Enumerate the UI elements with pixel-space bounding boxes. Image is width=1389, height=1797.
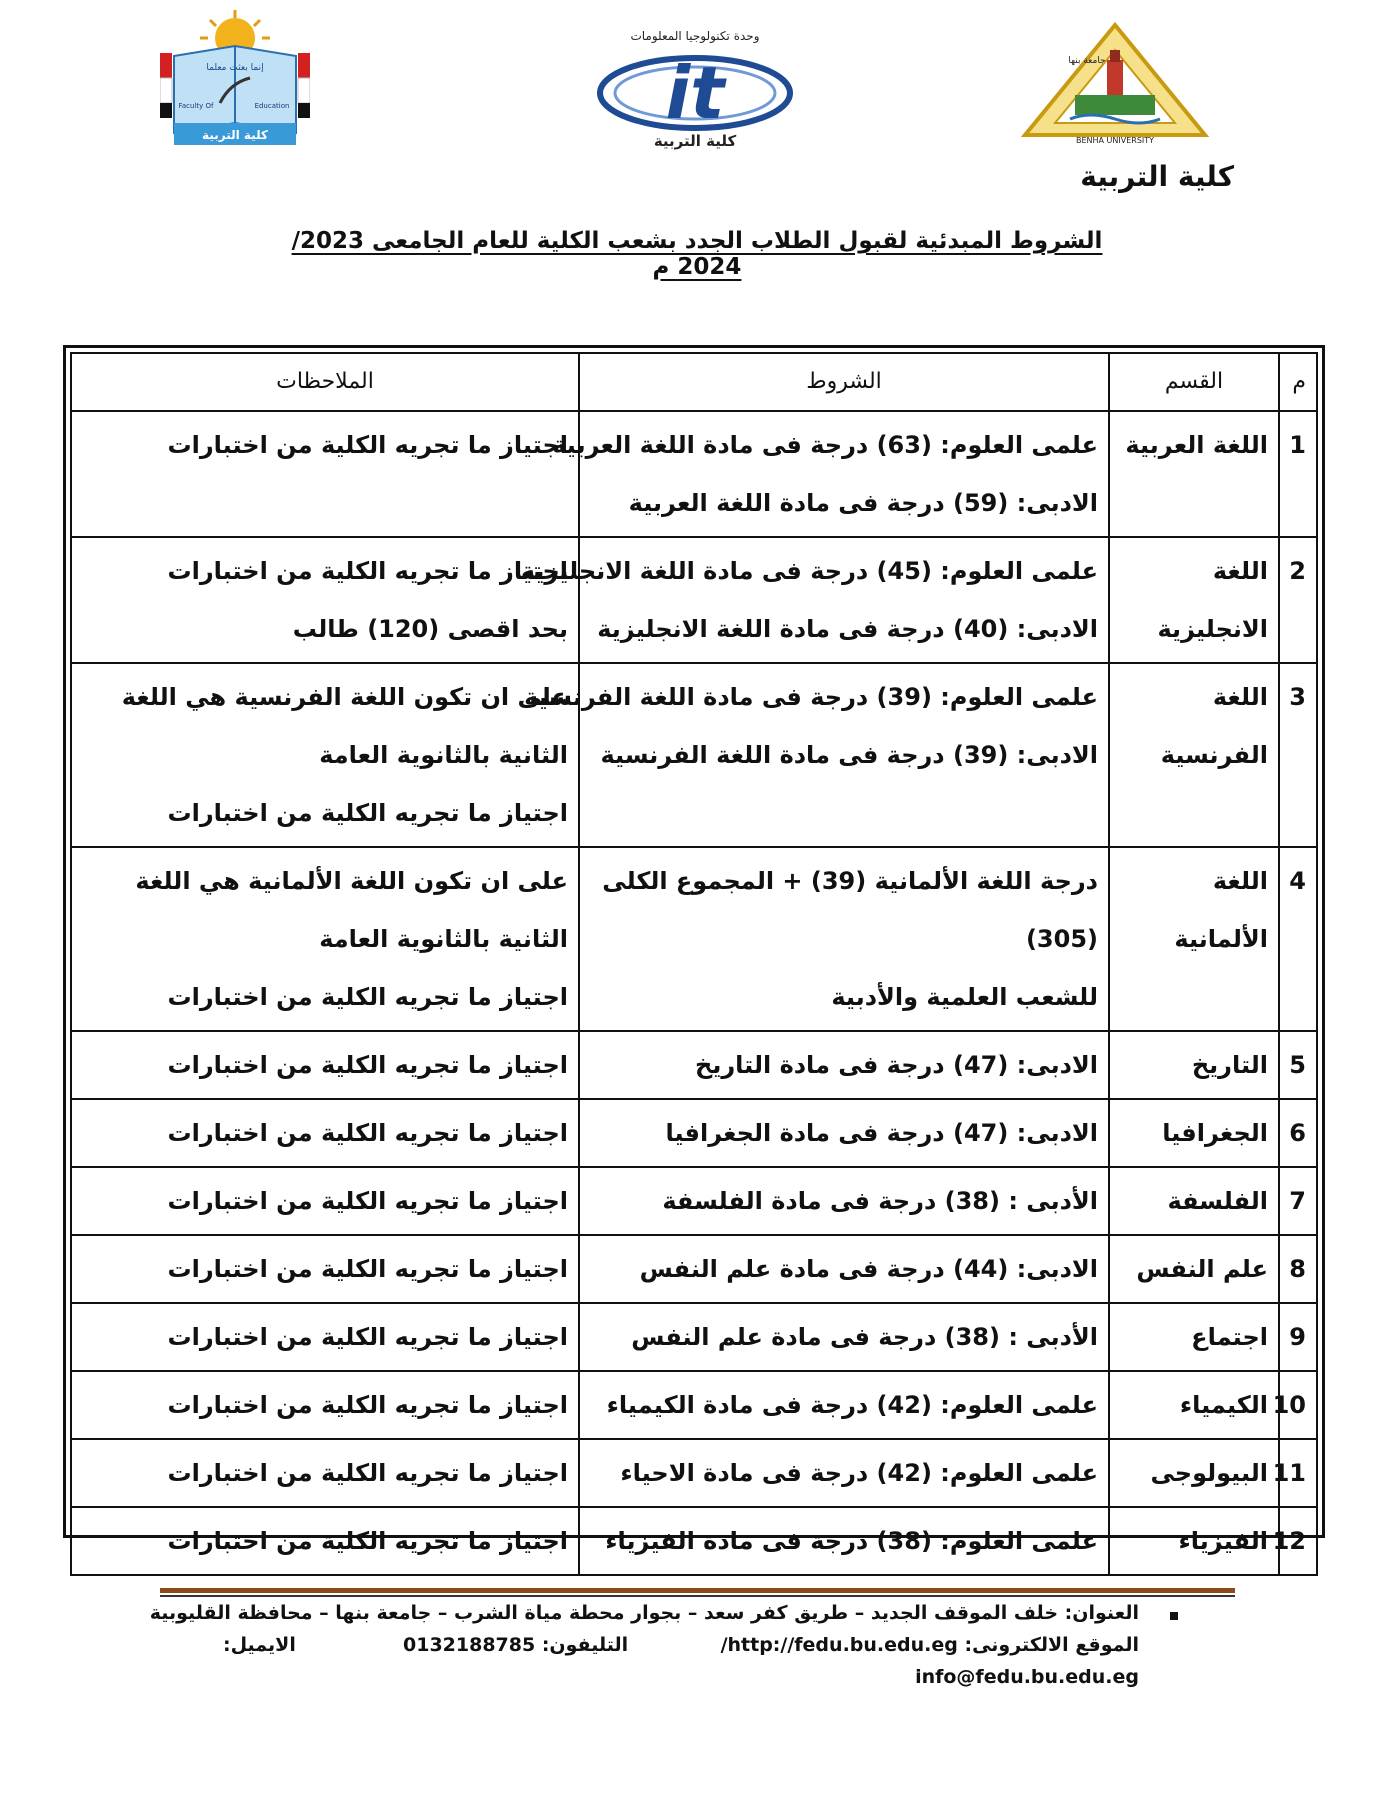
department-cell: اجتماع (1109, 1303, 1279, 1371)
condition-line: للشعب العلمية والأدبية (831, 983, 1098, 1011)
benha-university-logo (1015, 15, 1215, 145)
note-line: اجتياز ما تجريه الكلية من اختبارات (167, 1459, 568, 1487)
svg-text:جامعة بنها: جامعة بنها (1068, 56, 1106, 66)
row-number: 4 (1279, 847, 1317, 1031)
conditions-cell (579, 1235, 1109, 1303)
condition-line: علمى العلوم: (63) درجة فى مادة اللغة العربية (552, 431, 1098, 459)
note-line: اجتياز ما تجريه الكلية من اختبارات (167, 431, 568, 459)
note-line: اجتياز ما تجريه الكلية من اختبارات (167, 1051, 568, 1079)
row-number: 9 (1279, 1303, 1317, 1371)
table-row (71, 1167, 1317, 1235)
condition-line: درجة اللغة الألمانية (39) + المجموع الكلى (602, 867, 1098, 895)
row-number: 3 (1279, 663, 1317, 847)
notes-cell (71, 1303, 579, 1371)
table-row (71, 1235, 1317, 1303)
conditions-cell (552, 411, 1109, 537)
header-dept: القسم (1109, 353, 1279, 411)
svg-text:إنما بعثت معلما: إنما بعثت معلما (206, 63, 264, 73)
notes-cell (71, 537, 579, 663)
note-line: اجتياز ما تجريه الكلية من اختبارات (167, 1323, 568, 1351)
note-line: الثانية بالثانوية العامة (319, 925, 568, 953)
header-num: م (1279, 353, 1317, 411)
department-cell: اللغة الفرنسية (1109, 663, 1279, 847)
department-cell: اللغة الانجليزية (1109, 537, 1279, 663)
note-line: على ان تكون اللغة الألمانية هي اللغة (135, 867, 568, 895)
footer-phone: التليفون: 0132188785 (403, 1634, 629, 1656)
it-unit-logo (595, 18, 795, 153)
conditions-cell (579, 847, 1109, 1031)
note-line: اجتياز ما تجريه الكلية من اختبارات (167, 1119, 568, 1147)
condition-line: الادبى: (39) درجة فى مادة اللغة الفرنسية (600, 741, 1098, 769)
table-row (71, 1439, 1317, 1507)
department-cell: الفلسفة (1109, 1167, 1279, 1235)
notes-cell (71, 1439, 579, 1507)
svg-text:it: it (665, 51, 725, 135)
conditions-cell (520, 537, 1109, 663)
condition-line: علمى العلوم: (45) درجة فى مادة اللغة الانجليزية (520, 557, 1098, 585)
table-row (71, 1099, 1317, 1167)
condition-line: الأدبى : (38) درجة فى مادة الفلسفة (662, 1187, 1098, 1215)
conditions-cell (579, 1507, 1109, 1575)
row-number: 2 (1279, 537, 1317, 663)
condition-line: الادبى: (47) درجة فى مادة التاريخ (695, 1051, 1098, 1079)
condition-line: علمى العلوم: (38) درجة فى مادة الفيزياء (605, 1527, 1098, 1555)
department-cell: اللغة العربية (1109, 411, 1279, 537)
table-row (71, 1507, 1317, 1575)
conditions-cell (579, 1439, 1109, 1507)
note-line: اجتياز ما تجريه الكلية من اختبارات (167, 1391, 568, 1419)
note-line: اجتياز ما تجريه الكلية من اختبارات (167, 1187, 568, 1215)
table-row (71, 847, 1317, 1031)
row-number: 10 (1279, 1371, 1317, 1439)
table-header-row (71, 353, 1317, 411)
condition-line: الادبى: (40) درجة فى مادة اللغة الانجليزية (597, 615, 1098, 643)
department-cell: الجغرافيا (1109, 1099, 1279, 1167)
row-number: 5 (1279, 1031, 1317, 1099)
table-row (71, 663, 1317, 847)
condition-line: الادبى: (44) درجة فى مادة علم النفس (639, 1255, 1098, 1283)
header-notes: الملاحظات (71, 353, 579, 411)
notes-cell (71, 1235, 579, 1303)
svg-text:Education: Education (254, 102, 290, 110)
note-line: اجتياز ما تجريه الكلية من اختبارات (167, 1527, 568, 1555)
notes-cell (71, 663, 579, 847)
department-cell: الكيمياء (1109, 1371, 1279, 1439)
footer-email-label: الايميل: (223, 1634, 296, 1656)
notes-cell (71, 1031, 579, 1099)
note-line: اجتياز ما تجريه الكلية من اختبارات (167, 799, 568, 827)
conditions-cell (579, 1031, 1109, 1099)
conditions-cell (579, 1167, 1109, 1235)
notes-cell (71, 1507, 579, 1575)
note-line: بحد اقصى (120) طالب (292, 615, 568, 643)
footer-address: العنوان: خلف الموقف الجديد – طريق كفر سعد – بجوار محطة مياة الشرب – جامعة بنها – محافظة القليوبية (149, 1602, 1139, 1624)
condition-line: علمى العلوم: (42) درجة فى مادة الكيمياء (606, 1391, 1098, 1419)
table-row (71, 1371, 1317, 1439)
notes-cell (71, 1371, 579, 1439)
note-line: اجتياز ما تجريه الكلية من اختبارات (167, 1255, 568, 1283)
table-row (71, 411, 1317, 537)
conditions-cell (579, 1099, 1109, 1167)
page-title: الشروط المبدئية لقبول الطلاب الجدد بشعب الكلية للعام الجامعى 2023/ 2024 م (291, 228, 1103, 280)
footer-rule-thin (160, 1595, 1235, 1597)
department-cell: التاريخ (1109, 1031, 1279, 1099)
department-cell: اللغة الألمانية (1109, 847, 1279, 1031)
svg-text:Faculty Of: Faculty Of (178, 102, 214, 110)
department-cell: علم النفس (1109, 1235, 1279, 1303)
row-number: 6 (1279, 1099, 1317, 1167)
row-number: 12 (1279, 1507, 1317, 1575)
table-row (71, 1031, 1317, 1099)
note-line: الثانية بالثانوية العامة (319, 741, 568, 769)
notes-cell (71, 1167, 579, 1235)
svg-text:كلية التربية: كلية التربية (202, 128, 268, 142)
footer-rule (160, 1588, 1235, 1593)
conditions-cell (579, 1303, 1109, 1371)
notes-cell (71, 411, 579, 537)
table-row (71, 1303, 1317, 1371)
admission-conditions-table (63, 345, 1325, 1555)
condition-line: علمى العلوم: (42) درجة فى مادة الاحياء (620, 1459, 1098, 1487)
row-number: 11 (1279, 1439, 1317, 1507)
svg-text:وحدة تكنولوجيا المعلومات: وحدة تكنولوجيا المعلومات (630, 29, 760, 43)
notes-cell (71, 1099, 579, 1167)
note-line: اجتياز ما تجريه الكلية من اختبارات (167, 983, 568, 1011)
condition-line: علمى العلوم: (39) درجة فى مادة اللغة الفرنسية (524, 683, 1098, 711)
notes-cell (71, 847, 579, 1031)
svg-text:كلية التربية: كلية التربية (653, 132, 737, 150)
bullet-icon (1170, 1612, 1178, 1620)
footer-email[interactable]: info@fedu.bu.edu.eg (915, 1666, 1139, 1688)
table-row (71, 537, 1317, 663)
condition-line: (305) (1025, 925, 1098, 953)
header-cond: الشروط (579, 353, 1109, 411)
conditions-cell (524, 663, 1109, 847)
condition-line: الادبى: (59) درجة فى مادة اللغة العربية (628, 489, 1098, 517)
department-cell: البيولوجى (1109, 1439, 1279, 1507)
faculty-title: كلية التربية (1080, 160, 1234, 193)
faculty-of-education-logo (160, 8, 310, 153)
condition-line: الأدبى : (38) درجة فى مادة علم النفس (631, 1323, 1098, 1351)
row-number: 8 (1279, 1235, 1317, 1303)
row-number: 7 (1279, 1167, 1317, 1235)
department-cell: الفيزياء (1109, 1507, 1279, 1575)
conditions-cell (579, 1371, 1109, 1439)
row-number: 1 (1279, 411, 1317, 537)
svg-text:BENHA UNIVERSITY: BENHA UNIVERSITY (1075, 136, 1155, 145)
note-line: على ان تكون اللغة الفرنسية هي اللغة (121, 683, 568, 711)
footer-website[interactable]: الموقع الالكترونى: http://fedu.bu.edu.eg/ (720, 1634, 1139, 1656)
note-line: اجتياز ما تجريه الكلية من اختبارات (167, 557, 568, 585)
condition-line: الادبى: (47) درجة فى مادة الجغرافيا (665, 1119, 1098, 1147)
